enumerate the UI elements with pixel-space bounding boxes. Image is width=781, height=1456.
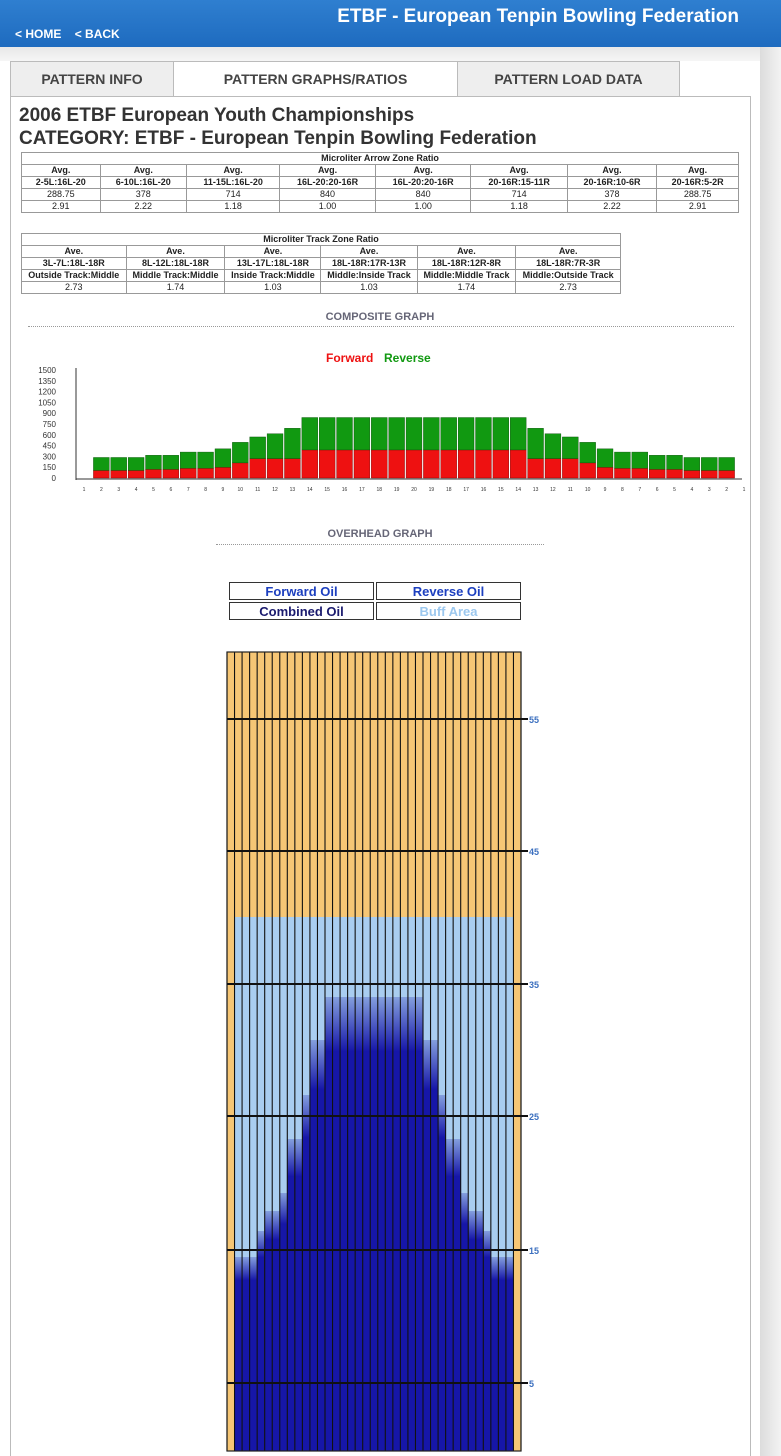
forward-bar (232, 463, 248, 478)
track-zone-table (21, 233, 621, 294)
forward-bar (493, 450, 509, 478)
x-tick-label: 9 (221, 487, 225, 493)
reverse-bar (232, 442, 248, 463)
oil-board (235, 1257, 243, 1451)
distance-label: 5 (529, 1379, 535, 1389)
x-tick-label: 2 (99, 487, 103, 493)
forward-bar (423, 450, 439, 478)
legend-forward: Forward (326, 351, 374, 365)
forward-bar (111, 470, 127, 478)
forward-bar (632, 468, 648, 478)
arrow-col-header: Avg. (186, 165, 279, 177)
reverse-bar (528, 428, 544, 458)
track-zone-caption: Microliter Track Zone Ratio (22, 234, 621, 246)
track-col-range: 18L-18R:12R-8R (417, 258, 516, 270)
reverse-bar (389, 418, 405, 450)
forward-bar (337, 450, 353, 478)
track-col-zone: Middle Track:Middle (126, 270, 225, 282)
oil-board (295, 1139, 303, 1451)
arrow-col-header: Avg. (100, 165, 186, 177)
forward-bar (267, 459, 283, 478)
x-tick-label: 13 (289, 487, 296, 493)
forward-bar (250, 459, 266, 478)
x-tick-label: 13 (532, 487, 539, 493)
x-tick-label: 14 (515, 487, 521, 493)
oil-board (453, 1139, 461, 1451)
oil-board (461, 1193, 469, 1451)
app-title: ETBF - European Tenpin Bowling Federation (337, 6, 739, 27)
oil-board (483, 1231, 491, 1451)
x-tick-label: 11 (567, 487, 573, 493)
arrow-col-header: Avg. (375, 165, 471, 177)
track-value-cell: 1.74 (126, 282, 225, 294)
distance-label: 55 (529, 715, 540, 725)
arrow-col-range: 16L-20:20-16R (375, 177, 471, 189)
reverse-bar (632, 452, 648, 468)
forward-bar (180, 468, 196, 478)
back-link[interactable]: < BACK (74, 27, 120, 41)
x-tick-label: 16 (480, 487, 487, 493)
reverse-bar (319, 418, 335, 450)
x-tick-label: 15 (498, 487, 504, 493)
x-tick-label: 1 (82, 487, 86, 493)
forward-bar (371, 450, 387, 478)
arrow-col-range: 2-5L:16L-20 (22, 177, 101, 189)
x-tick-label: 3 (707, 487, 711, 493)
reverse-bar (180, 452, 196, 468)
arrow-col-header: Avg. (22, 165, 101, 177)
distance-label: 15 (529, 1246, 540, 1256)
x-tick-label: 3 (117, 487, 121, 493)
arrow-ratio-cell: 1.18 (186, 201, 279, 213)
reverse-bar (93, 457, 109, 470)
header-nav (15, 27, 130, 41)
overhead-divider (216, 544, 544, 545)
y-tick-label: 0 (51, 474, 56, 483)
reverse-bar (250, 437, 266, 459)
y-tick-label: 150 (42, 463, 56, 473)
forward-bar (319, 450, 335, 478)
oil-board (506, 1257, 514, 1451)
forward-bar (545, 459, 561, 478)
y-tick-label: 1500 (38, 366, 56, 375)
reverse-bar (198, 452, 214, 468)
arrow-zone-caption: Microliter Arrow Zone Ratio (22, 153, 739, 165)
track-value-cell: 1.03 (321, 282, 417, 294)
reverse-bar (614, 452, 630, 468)
event-header (19, 104, 537, 150)
x-tick-label: 4 (134, 487, 138, 493)
forward-bar (719, 470, 735, 478)
arrow-col-header: Avg. (567, 165, 656, 177)
arrow-avg-cell: 288.75 (22, 189, 101, 201)
reverse-bar (667, 455, 683, 469)
x-tick-label: 4 (690, 487, 694, 493)
oil-board (302, 1095, 310, 1451)
track-value-cell: 1.74 (417, 282, 516, 294)
forward-bar (562, 459, 578, 478)
arrow-avg-cell: 714 (471, 189, 567, 201)
forward-bar (580, 463, 596, 478)
reverse-bar (302, 418, 318, 450)
arrow-col-range: 11-15L:16L-20 (186, 177, 279, 189)
reverse-bar (458, 418, 474, 450)
y-tick-label: 450 (42, 441, 56, 451)
reverse-bar (597, 449, 613, 467)
arrow-col-header: Avg. (280, 165, 376, 177)
reverse-bar (562, 437, 578, 459)
track-col-zone: Middle:Inside Track (321, 270, 417, 282)
forward-bar (528, 459, 544, 478)
arrow-ratio-cell: 1.00 (375, 201, 471, 213)
track-col-range: 3L-7L:18L-18R (22, 258, 127, 270)
y-tick-label: 600 (42, 430, 56, 440)
composite-graph-title: COMPOSITE GRAPH (325, 311, 435, 323)
oil-board (242, 1257, 250, 1451)
forward-bar (215, 467, 231, 478)
overhead-lane-graph (220, 645, 560, 1456)
track-col-header: Ave. (22, 246, 127, 258)
track-col-zone: Inside Track:Middle (225, 270, 321, 282)
legend-reverse: Reverse (384, 351, 431, 365)
oil-board (476, 1211, 484, 1451)
reverse-bar (545, 434, 561, 459)
x-tick-label: 7 (186, 487, 190, 493)
arrow-zone-table (21, 152, 739, 213)
event-title: 2006 ETBF European Youth Championships (19, 105, 415, 126)
home-link[interactable]: < HOME (15, 27, 62, 41)
oil-board (257, 1231, 265, 1451)
track-col-zone: Middle:Outside Track (516, 270, 621, 282)
forward-bar (146, 469, 162, 478)
x-tick-label: 9 (603, 487, 607, 493)
arrow-col-range: 20-16R:5-2R (657, 177, 739, 189)
oil-board (438, 1095, 446, 1451)
y-tick-label: 1200 (38, 387, 56, 397)
reverse-bar (284, 428, 300, 458)
reverse-bar (111, 457, 127, 470)
x-tick-label: 14 (307, 487, 313, 493)
oil-legend (227, 580, 523, 622)
forward-bar (476, 450, 492, 478)
track-col-range: 18L-18R:17R-13R (321, 258, 417, 270)
reverse-bar (649, 455, 665, 469)
reverse-bar (267, 434, 283, 459)
composite-chart (20, 362, 745, 497)
forward-bar (198, 468, 214, 478)
track-value-cell: 1.03 (225, 282, 321, 294)
track-col-header: Ave. (126, 246, 225, 258)
reverse-bar (215, 449, 231, 467)
x-tick-label: 20 (411, 487, 417, 493)
arrow-avg-cell: 378 (567, 189, 656, 201)
arrow-ratio-cell: 2.91 (22, 201, 101, 213)
oil-board (431, 1040, 439, 1451)
x-tick-label: 10 (584, 487, 591, 493)
forward-bar (649, 469, 665, 478)
arrow-col-header: Avg. (471, 165, 567, 177)
tab-pattern-load-data[interactable]: PATTERN LOAD DATA (457, 61, 680, 97)
forward-bar (667, 469, 683, 478)
forward-bar (389, 450, 405, 478)
oil-board (310, 1040, 318, 1451)
arrow-avg-cell: 378 (100, 189, 186, 201)
reverse-bar (441, 418, 457, 450)
forward-bar (684, 470, 700, 478)
y-tick-label: 1050 (38, 398, 56, 408)
x-tick-label: 7 (638, 487, 642, 493)
forward-bar (93, 470, 109, 478)
distance-label: 25 (529, 1112, 540, 1122)
track-col-header: Ave. (417, 246, 516, 258)
reverse-bar (423, 418, 439, 450)
arrow-ratio-cell: 2.22 (567, 201, 656, 213)
x-tick-label: 5 (673, 487, 676, 493)
x-tick-label: 12 (272, 487, 278, 493)
reverse-bar (719, 457, 735, 470)
arrow-avg-cell: 840 (280, 189, 376, 201)
reverse-bar (701, 457, 717, 470)
x-tick-label: 6 (655, 487, 659, 493)
forward-bar (441, 450, 457, 478)
oil-board (491, 1257, 499, 1451)
reverse-bar (684, 457, 700, 470)
event-category: CATEGORY: ETBF - European Tenpin Bowling Federation (19, 128, 537, 149)
reverse-bar (510, 418, 526, 450)
y-tick-label: 750 (42, 420, 56, 429)
distance-label: 45 (529, 847, 540, 857)
x-tick-label: 10 (237, 487, 244, 493)
x-tick-label: 1 (742, 487, 746, 493)
x-tick-label: 8 (204, 487, 207, 493)
oil-board (272, 1211, 280, 1451)
forward-bar (701, 470, 717, 478)
reverse-bar (406, 418, 422, 450)
track-value-cell: 2.73 (22, 282, 127, 294)
forward-bar (354, 450, 370, 478)
reverse-bar (476, 418, 492, 450)
arrow-col-header: Avg. (657, 165, 739, 177)
x-tick-label: 19 (428, 487, 435, 493)
y-tick-label: 1350 (38, 376, 56, 386)
arrow-avg-cell: 840 (375, 189, 471, 201)
x-tick-label: 5 (152, 487, 155, 493)
x-tick-label: 12 (550, 487, 556, 493)
app-header (0, 0, 781, 47)
reverse-bar (163, 455, 179, 469)
oil-board (280, 1193, 288, 1451)
reverse-bar (371, 418, 387, 450)
overhead-graph-title: OVERHEAD GRAPH (327, 528, 433, 540)
reverse-bar (128, 457, 144, 470)
legend-buff-area: Buff Area (376, 602, 521, 620)
track-col-header: Ave. (225, 246, 321, 258)
page-right-gutter (760, 47, 781, 1456)
oil-board (287, 1139, 295, 1451)
forward-bar (458, 450, 474, 478)
forward-bar (614, 468, 630, 478)
oil-board (317, 1040, 325, 1451)
header-shadow (0, 47, 781, 61)
track-col-zone: Middle:Middle Track (417, 270, 516, 282)
forward-bar (597, 467, 613, 478)
forward-bar (510, 450, 526, 478)
arrow-avg-cell: 714 (186, 189, 279, 201)
arrow-col-range: 6-10L:16L-20 (100, 177, 186, 189)
x-tick-label: 18 (376, 487, 383, 493)
oil-board (265, 1211, 273, 1451)
y-tick-label: 900 (42, 409, 56, 419)
oil-board (468, 1211, 476, 1451)
x-tick-label: 6 (169, 487, 173, 493)
forward-bar (406, 450, 422, 478)
legend-forward-oil: Forward Oil (229, 582, 374, 600)
distance-label: 35 (529, 980, 540, 990)
track-col-header: Ave. (321, 246, 417, 258)
track-value-cell: 2.73 (516, 282, 621, 294)
reverse-bar (146, 455, 162, 469)
x-tick-label: 18 (445, 487, 452, 493)
arrow-avg-cell: 288.75 (657, 189, 739, 201)
reverse-bar (580, 442, 596, 463)
oil-board (498, 1257, 506, 1451)
x-tick-label: 17 (359, 487, 365, 493)
arrow-ratio-cell: 2.91 (657, 201, 739, 213)
arrow-col-range: 16L-20:20-16R (280, 177, 376, 189)
legend-combined-oil: Combined Oil (229, 602, 374, 620)
forward-bar (302, 450, 318, 478)
composite-divider (28, 326, 734, 327)
x-tick-label: 16 (341, 487, 348, 493)
oil-board (446, 1139, 454, 1451)
oil-board (423, 1040, 431, 1451)
arrow-ratio-cell: 1.18 (471, 201, 567, 213)
arrow-ratio-cell: 2.22 (100, 201, 186, 213)
x-tick-label: 17 (463, 487, 469, 493)
track-col-range: 13L-17L:18L-18R (225, 258, 321, 270)
reverse-bar (337, 418, 353, 450)
tab-pattern-graphs[interactable]: PATTERN GRAPHS/RATIOS (173, 61, 458, 97)
arrow-ratio-cell: 1.00 (280, 201, 376, 213)
reverse-bar (493, 418, 509, 450)
y-tick-label: 300 (42, 452, 56, 462)
arrow-col-range: 20-16R:15-11R (471, 177, 567, 189)
track-col-header: Ave. (516, 246, 621, 258)
track-col-range: 8L-12L:18L-18R (126, 258, 225, 270)
tab-pattern-info[interactable]: PATTERN INFO (10, 61, 174, 97)
x-tick-label: 19 (393, 487, 400, 493)
track-col-range: 18L-18R:7R-3R (516, 258, 621, 270)
oil-board (250, 1257, 258, 1451)
x-tick-label: 8 (621, 487, 624, 493)
track-col-zone: Outside Track:Middle (22, 270, 127, 282)
x-tick-label: 15 (324, 487, 330, 493)
x-tick-label: 2 (725, 487, 729, 493)
arrow-col-range: 20-16R:10-6R (567, 177, 656, 189)
legend-reverse-oil: Reverse Oil (376, 582, 521, 600)
forward-bar (163, 469, 179, 478)
forward-bar (128, 470, 144, 478)
reverse-bar (354, 418, 370, 450)
forward-bar (284, 459, 300, 478)
x-tick-label: 11 (255, 487, 261, 493)
